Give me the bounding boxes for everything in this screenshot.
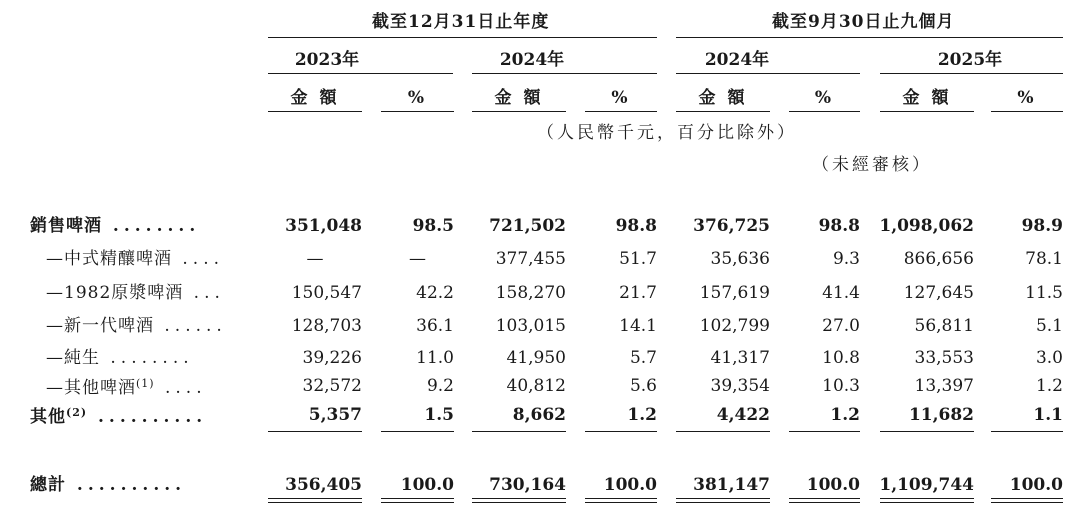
percent-cell: 14.1 bbox=[619, 316, 657, 336]
period-underline bbox=[268, 37, 657, 38]
amount-cell: 157,619 bbox=[699, 283, 770, 303]
percent-cell: 1.5 bbox=[424, 405, 454, 425]
percent-cell: 10.8 bbox=[822, 348, 860, 368]
total-double-underline bbox=[585, 498, 657, 499]
amount-cell: 41,317 bbox=[710, 348, 770, 368]
percent-cell: 3.0 bbox=[1035, 348, 1063, 368]
amount-cell: 56,811 bbox=[914, 316, 974, 336]
leader-dots: ...... bbox=[154, 316, 227, 336]
total-amount-cell: 356,405 bbox=[285, 475, 362, 495]
amount-cell: 8,662 bbox=[512, 405, 566, 425]
percent-header-underline bbox=[789, 111, 860, 112]
amount-cell: 11,682 bbox=[908, 405, 974, 425]
percent-cell: 78.1 bbox=[1025, 249, 1063, 269]
percent-cell: 98.8 bbox=[818, 216, 860, 236]
total-double-underline bbox=[789, 498, 860, 499]
total-double-underline bbox=[585, 502, 657, 503]
percent-header-underline bbox=[585, 111, 657, 112]
leader-dots: .......... bbox=[66, 475, 187, 495]
period-header-year: 截至12月31日止年度 bbox=[372, 12, 550, 32]
subtotal-underline bbox=[789, 431, 860, 432]
total-double-underline bbox=[472, 502, 566, 503]
amount-cell: 32,572 bbox=[302, 376, 362, 396]
total-double-underline bbox=[880, 498, 974, 499]
total-double-underline bbox=[381, 502, 454, 503]
percent-cell: 9.2 bbox=[426, 376, 454, 396]
subtotal-underline bbox=[880, 431, 974, 432]
amount-cell: 39,354 bbox=[710, 376, 770, 396]
row-label-text: 其他 bbox=[30, 407, 66, 427]
unaudited-note: （未經審核） bbox=[812, 155, 932, 175]
year-header: 2024年 bbox=[499, 50, 565, 70]
amount-cell: — bbox=[306, 249, 324, 269]
percent-cell: 1.2 bbox=[830, 405, 860, 425]
total-double-underline bbox=[268, 498, 362, 499]
percent-cell: 1.2 bbox=[627, 405, 657, 425]
total-double-underline bbox=[381, 498, 454, 499]
row-label bbox=[30, 218, 200, 235]
row-label bbox=[30, 407, 207, 426]
percent-cell: 42.2 bbox=[416, 283, 454, 303]
amount-cell: 351,048 bbox=[285, 216, 362, 236]
amount-cell: 1,098,062 bbox=[879, 216, 974, 236]
leader-dots: ........ bbox=[100, 348, 194, 368]
percent-header: % bbox=[611, 88, 631, 108]
total-label bbox=[30, 477, 186, 494]
year-underline bbox=[472, 73, 657, 74]
percent-cell: 98.9 bbox=[1021, 216, 1063, 236]
row-label bbox=[46, 350, 194, 367]
percent-cell: 11.0 bbox=[416, 348, 454, 368]
percent-cell: 11.5 bbox=[1025, 283, 1063, 303]
percent-cell: 1.1 bbox=[1033, 405, 1063, 425]
total-double-underline bbox=[676, 502, 770, 503]
year-header: 2023年 bbox=[294, 50, 360, 70]
amount-header-underline bbox=[676, 111, 770, 112]
total-amount-cell: 730,164 bbox=[489, 475, 566, 495]
percent-header: % bbox=[1017, 88, 1037, 108]
percent-cell: 21.7 bbox=[619, 283, 657, 303]
leader-dots: ... bbox=[183, 283, 225, 303]
amount-header-underline bbox=[472, 111, 566, 112]
amount-cell: 13,397 bbox=[914, 376, 974, 396]
year-underline bbox=[880, 73, 1063, 74]
amount-cell: 102,799 bbox=[699, 316, 770, 336]
unit-note: （人民幣千元，百分比除外） bbox=[537, 123, 797, 143]
total-double-underline bbox=[991, 502, 1063, 503]
amount-cell: 158,270 bbox=[495, 283, 566, 303]
percent-cell: 51.7 bbox=[619, 249, 657, 269]
percent-cell: 98.5 bbox=[412, 216, 454, 236]
total-double-underline bbox=[676, 498, 770, 499]
percent-cell: 27.0 bbox=[822, 316, 860, 336]
subtotal-underline bbox=[381, 431, 454, 432]
year-underline bbox=[676, 73, 860, 74]
amount-header-underline bbox=[268, 111, 362, 112]
period-header-nine-months: 截至9月30日止九個月 bbox=[772, 12, 955, 32]
row-label bbox=[46, 285, 225, 302]
percent-cell: — bbox=[409, 249, 426, 269]
percent-cell: 5.1 bbox=[1035, 316, 1063, 336]
total-double-underline bbox=[472, 498, 566, 499]
percent-cell: 1.2 bbox=[1035, 376, 1063, 396]
row-label bbox=[46, 251, 224, 268]
row-label bbox=[46, 318, 227, 335]
percent-header-underline bbox=[991, 111, 1063, 112]
amount-header: 金 額 bbox=[494, 88, 544, 108]
percent-header: % bbox=[407, 88, 428, 108]
percent-cell: 41.4 bbox=[822, 283, 860, 303]
amount-cell: 103,015 bbox=[495, 316, 566, 336]
subtotal-underline bbox=[676, 431, 770, 432]
total-double-underline bbox=[880, 502, 974, 503]
percent-cell: 10.3 bbox=[822, 376, 860, 396]
amount-cell: 150,547 bbox=[291, 283, 362, 303]
leader-dots: .... bbox=[154, 378, 207, 398]
leader-dots: .......... bbox=[87, 407, 208, 427]
amount-cell: 377,455 bbox=[495, 249, 566, 269]
percent-cell: 36.1 bbox=[416, 316, 454, 336]
amount-cell: 128,703 bbox=[291, 316, 362, 336]
total-percent-cell: 100.0 bbox=[400, 475, 454, 495]
footnote-marker: (2) bbox=[66, 406, 88, 419]
amount-cell: 41,950 bbox=[506, 348, 566, 368]
year-header: 2025年 bbox=[937, 50, 1003, 70]
amount-cell: 721,502 bbox=[489, 216, 566, 236]
amount-cell: 376,725 bbox=[693, 216, 770, 236]
subtotal-underline bbox=[585, 431, 657, 432]
year-underline bbox=[268, 73, 453, 74]
total-amount-cell: 1,109,744 bbox=[879, 475, 974, 495]
amount-cell: 35,636 bbox=[710, 249, 770, 269]
amount-cell: 33,553 bbox=[914, 348, 974, 368]
amount-header: 金 額 bbox=[698, 88, 748, 108]
percent-cell: 5.7 bbox=[629, 348, 657, 368]
row-label bbox=[46, 378, 207, 397]
total-double-underline bbox=[991, 498, 1063, 499]
total-percent-cell: 100.0 bbox=[1009, 475, 1063, 495]
amount-cell: 127,645 bbox=[903, 283, 974, 303]
footnote-marker: (1) bbox=[136, 377, 155, 390]
amount-cell: 5,357 bbox=[308, 405, 362, 425]
row-label-text: —純生 bbox=[46, 348, 100, 368]
leader-dots: .... bbox=[172, 249, 225, 269]
total-percent-cell: 100.0 bbox=[603, 475, 657, 495]
percent-cell: 9.3 bbox=[832, 249, 860, 269]
total-label-text: 總計 bbox=[30, 475, 66, 495]
period-underline bbox=[676, 37, 1063, 38]
amount-cell: 866,656 bbox=[903, 249, 974, 269]
amount-header: 金 額 bbox=[290, 88, 340, 108]
total-double-underline bbox=[268, 502, 362, 503]
percent-cell: 5.6 bbox=[629, 376, 657, 396]
subtotal-underline bbox=[472, 431, 566, 432]
row-label-text: 銷售啤酒 bbox=[30, 216, 102, 236]
row-label-text: —1982原漿啤酒 bbox=[46, 283, 184, 303]
subtotal-underline bbox=[991, 431, 1063, 432]
row-label-text: —中式精釀啤酒 bbox=[46, 249, 172, 269]
amount-cell: 4,422 bbox=[716, 405, 770, 425]
percent-header: % bbox=[814, 88, 835, 108]
total-percent-cell: 100.0 bbox=[806, 475, 860, 495]
amount-header: 金 額 bbox=[902, 88, 952, 108]
total-amount-cell: 381,147 bbox=[693, 475, 770, 495]
leader-dots: ........ bbox=[102, 216, 201, 236]
amount-cell: 40,812 bbox=[506, 376, 566, 396]
subtotal-underline bbox=[268, 431, 362, 432]
percent-header-underline bbox=[381, 111, 454, 112]
year-header: 2024年 bbox=[704, 50, 770, 70]
amount-header-underline bbox=[880, 111, 974, 112]
row-label-text: —新一代啤酒 bbox=[46, 316, 154, 336]
row-label-text: —其他啤酒 bbox=[46, 378, 136, 398]
total-double-underline bbox=[789, 502, 860, 503]
percent-cell: 98.8 bbox=[615, 216, 657, 236]
amount-cell: 39,226 bbox=[302, 348, 362, 368]
